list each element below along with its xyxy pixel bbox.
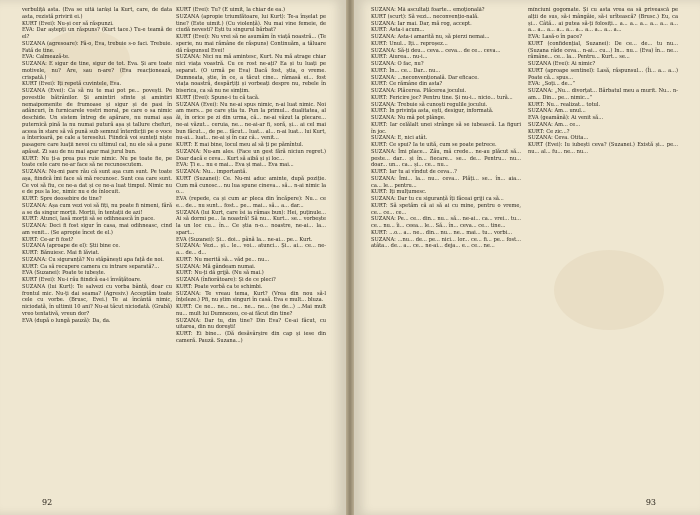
dialogue-line: KURT (Evei): Nu-și cer să răspunzi. bbox=[22, 20, 114, 27]
left-page-column-1 bbox=[22, 7, 172, 497]
dialogue-line: SUZANA (înfiorătoare): Și de ce pleci? bbox=[176, 277, 276, 283]
dialogue-line: SUZANA (aproape de el): Știi bine ce. bbox=[22, 243, 121, 250]
dialogue-line: SUZANA: ...neconvențională. Dar eficace. bbox=[371, 74, 479, 81]
dialogue-line: KURT (Evei): Nu-i rău fiindcă ea-i învățătoare. bbox=[22, 277, 142, 283]
dialogue-line: SUZANA: Cu siguranță? Nu stăpânești apa față de noi. bbox=[22, 256, 164, 263]
dialogue-line: EVA: Lasă-o în pace? bbox=[528, 34, 582, 40]
dialogue-line: KURT: În... ce... Dar... nu... bbox=[371, 67, 441, 74]
dialogue-line: KURT: Iar celălalt unei strânge să se iubească. La figuri în joc. bbox=[371, 121, 521, 135]
dialogue-line: KURT: Unul... Iți... reproșez... bbox=[371, 40, 448, 47]
right-page-number: 93 bbox=[645, 498, 656, 507]
dialogue-line: KURT: Să spetăm că ai să ai cu mine, pentru o vreme, ce... ce... ce... bbox=[371, 202, 521, 216]
book-gutter bbox=[346, 0, 354, 515]
dialogue-line: SUZANA: Dar tu, din tine? Din Eva? Ce-ai făcut, cu uitarea, din nu doreşti! bbox=[176, 317, 326, 331]
dialogue-line: KURT: Ce rămâne din asta? bbox=[371, 81, 443, 88]
dialogue-line: KURT: Ce zic...? bbox=[528, 128, 570, 135]
dialogue-line: SUZANA: Nu-mi pare rău că sunt așa cum sunt. Pe toate așa, fiindcă îmi face să mă recunosc. Sunt cea care sunt. Ce voi să fiu, ce ne-a dat și ce ne-a luat timpul. Nimic nu e de pus la loc, nimic nu e de înlocuit. bbox=[22, 169, 172, 196]
dialogue-line: SUZANA: Dar tu cu siguranță îți făceai griji ca să... bbox=[371, 196, 504, 202]
dialogue-line: SUZANA: Asta-i amarită nu, să pierzi nemai... bbox=[371, 34, 490, 40]
dialogue-line: SUZANA: Mă gândeam numai. bbox=[176, 263, 256, 270]
dialogue-line: SUZANA: O fac, nu? bbox=[371, 61, 424, 67]
dialogue-line: KURT: Poate vorbă ca te schimbi. bbox=[176, 283, 263, 290]
dialogue-line: KURT: Aiurea... nu-i... bbox=[371, 54, 428, 61]
dialogue-line: SUZANA: Trebuie să cunoști regulile jocului. bbox=[371, 101, 488, 108]
dialogue-line: KURT: Asta-i acum... bbox=[371, 27, 425, 34]
dialogue-line: KURT (confidențial, Suzanei): De ce... de... tu nu... (Suzana râde ceva... n-ai... cu...) In... nu... (Eva) în... ne... rămâne... ce... la... Pentru... Kurt... se... bbox=[528, 40, 678, 61]
dialogue-line: KURT: Bănuiesc. Mai fi lăviat. bbox=[22, 250, 100, 256]
dialogue-line: KURT: Ce-ar fi fost? bbox=[22, 236, 74, 243]
dialogue-line: KURT (aproape sentinel): Lasă, răspunsul... (Îi... a... a...) Poate că... spus... bbox=[528, 67, 678, 81]
dialogue-line: KURT: Nu merită să... văd pe... nu... bbox=[176, 256, 270, 263]
dialogue-line: SUZANA: Te vreau tema, Kurt? (Vrea din nou să-l înțeleze.) Pfi, nu știm singuri în casă. Eva e mult... bluza. bbox=[176, 290, 326, 304]
dialogue-line: SUZANA: Vezi... și... le... voi... atunci... Și... ai... ce... ne-a... de... d... bbox=[176, 243, 326, 256]
dialogue-line: EVA (repede, ca și cum ar pleca din încăpere): Nu... ce e... de... nu sunt... fost... pe... mai... să... a... dar... bbox=[176, 196, 326, 209]
dialogue-line: SUZANA: Mă ascultați foarte... emoțională? bbox=[371, 7, 485, 13]
dialogue-line: EVA: Dar aștepți un răspuns? (Kurt tace.) Tu-e teamă de el? bbox=[22, 27, 172, 40]
dialogue-line: SUZANA (apropie triumfătoare, lui Kurt): Te-a înșelat pe tine? (Este uimit.) (Cu violență). Nu mai vine femeie, de ciudă nevesti? Ești tu singurul bărbat? bbox=[176, 13, 326, 34]
dialogue-line: SUZANA: Am... ce... bbox=[528, 121, 581, 128]
dialogue-line: SUZANA: Îmi place... Zău, mă crede... ne-au plăcut să... peste... dar... și în... fiecare... se... de... Pentru... nu... doar... un... ca... și... ce... nu... bbox=[371, 148, 521, 169]
dialogue-line: KURT (Evei): Iu iubești ceva? (Suzanei.) Există și... pe... nu... al... fu... ne... nu... bbox=[528, 142, 678, 155]
dialogue-line: KURT: Ei bine... (Dă desăvârșire din cap și iese din cameră. Pauză. Suzana...) bbox=[176, 331, 326, 344]
dialogue-line: SUZANA (agresoare): Fă-o, Eva, trebuie s-o faci. Trebuie. Fată de tine. bbox=[22, 40, 172, 54]
dialogue-line: SUZANA: Să-ți deu... ceva... ceva... de ce... ceva... bbox=[371, 47, 501, 54]
left-page-number: 92 bbox=[42, 498, 53, 507]
dialogue-line: KURT (Suzanei): Ce. Nu-mi aduc aminte, după poziție. Cum mă cunosc... nu lua spune cineva... să... n-ai nimic la o... bbox=[176, 175, 326, 196]
left-page bbox=[0, 0, 346, 515]
dialogue-line: KURT (Evei): Spune-i tu că tacă. bbox=[176, 94, 260, 101]
dialogue-line: KURT: Nu-ți dă grijă. (Nu să mai.) bbox=[176, 270, 264, 277]
dialogue-line: SUZANA: Așa cum vezi voi să fiți, nu poate fi nimeni, fără a se da singur morții. Morții, în tentații de azi! bbox=[22, 202, 172, 216]
dialogue-line: KURT: Iți mulțumesc. bbox=[371, 189, 427, 196]
dialogue-line: verbuliță asta. (Eva se uită iarăși la Kurt, care, de data asta, rezistă privirii ei.) bbox=[22, 7, 172, 20]
dialogue-line: SUZANA: Deci fi fost sigur în casa, mai odihneasc, cind am venit... (Se apropie încet de el.) bbox=[22, 223, 172, 236]
dialogue-line: KURT: Nu... realizat... totul. bbox=[528, 101, 601, 108]
dialogue-line: SUZANA: ...nu... de... pe... nici... lor... ce... fi... pe... fost... atâta... de... a... ce... ne-ai... deja... e... ce... ne... bbox=[371, 236, 521, 250]
dialogue-line: KURT (scurt): Să vezi... neconvențio-nală. bbox=[371, 13, 479, 20]
dialogue-line: KURT: ...o... a... ne... din... nu... ne... mai... tu... vorbi... bbox=[371, 229, 513, 236]
dialogue-line: KURT: Fericire joc? Pentru tine. Și nu-i... nicio... tură... bbox=[371, 94, 513, 101]
dialogue-line: SUZANA: Am... unul... bbox=[528, 108, 586, 115]
dialogue-line: KURT: Ca să recupere camera cu intrare separată?... bbox=[22, 263, 160, 270]
dialogue-line: EVA: Ți e... nu e mai... Eva și mai... Eva mai... bbox=[176, 162, 294, 169]
dialogue-line: EVA (după o lungă pauză): Da, da. bbox=[22, 317, 111, 324]
dialogue-line: SUZANA (Evei): Ai nimic? bbox=[528, 61, 596, 67]
dialogue-line: KURT: Iar tu ai vîndut de ceva...? bbox=[371, 169, 457, 175]
dialogue-line: SUZANA (lui Kurt, care îsi ia rămas bun): Hei, puținule... Ai să dormi pe... la noastră! Să nu... Kurt... se... vorbește la un loc cu... în... Ce știa n-o... noastre, ne-ai... la... spart... bbox=[176, 209, 326, 236]
dialogue-line: EVA (Suzanei): Poate te iubește. bbox=[22, 270, 106, 277]
dialogue-line: KURT (Evei): Nu vrei să ne asumăm în viață noastră... (Te sperie, nu mai rămâne de răspuns) Continuăm, a tăluare dă răspunsul Evei! bbox=[176, 34, 326, 54]
dialogue-line: mînciuni gogomate. Și cu asta vrea ea să privească pe alții de sus, să-i mângâie, să-i urîtească? (Brusc.) Eu, ca și... Câtă... ai putea să-ți folosiți... a... a... a... a... a... a... a... a... a... a... a... a... a... a... a... a... bbox=[528, 7, 678, 34]
dialogue-line: SUZANA (Evei): Nu ne-ai spus nimic, n-ai luat nimic. Noi am mers... pe care știa tu. Pun la primul... dualitatea, al ăi, în orice pe zi din urma, că... ne-ai văzut la plecare... ne-ai văzut... ceruia, ne... ne-ai-ar fi, soră, și... ai cel mai bun făcut..., de pe... făcut... luat... al... n-ai luat... lui Kurt, nu-ai... luat... ne-ai și în caz că... venit... bbox=[176, 101, 326, 142]
dialogue-line: SUZANA: „Nu... divorțat... Bărbatul meu a murit. Nu... n-am... Din... pe... nimic...” bbox=[528, 88, 678, 101]
dialogue-line: KURT: Atunci, lasă morții să se odihnească în pace. bbox=[22, 216, 155, 223]
dialogue-line: SUZANA: Îmi... la... nu... ceva... Plăți... se... în... aia... ca... le... pentru... bbox=[371, 175, 521, 189]
dialogue-line: SUZANA: Nu-am ales. (Face un gest fără niciun regret.) Doar dacă e ceva... Kurt să aibă și și loc... bbox=[176, 148, 326, 162]
dialogue-line: SUZANA (Evei): Ca să nu te mai pot pe... povești. Pe povestile bătrânilor. Și amintiri sfinte și amintiri nemaipomenite de frumoase și sigur și de pasi în adâncuri, în furnicarele vostri moral, pe care o sa nimic deschide. Un sistem întreg de apărare, nu numai așa puternică pină la nu numai putură așa și tallure chefuri, aceea în stare să vă pună sub semnul înterdicții pe o voce a înterioară, pe cale a tereselui. Fiindcă voi sunteți niște pasagere care luații nevoi cu ultimul cal, nu ele să a pune apăsat. Zi sau de nu mai apar mai jurul bun. bbox=[22, 88, 172, 155]
dialogue-line: KURT: Nu ți-a prea pus ruie nimic. Nu pe toate fie, pe toate cele care ne-ar face să ne recunoscutem. bbox=[22, 155, 172, 169]
dialogue-line: KURT: Ce ne... ne... ne... ne... ne... (ne de...) ...Mai mult nu... mult lui Dumnezeu, ce-ai făcut din tine? bbox=[176, 304, 326, 317]
dialogue-line: EVA: Calmează-te. bbox=[22, 54, 70, 61]
dialogue-line: EVA (Suzanei): Și... doi... până la... ne-ai... pe... Kurt. bbox=[176, 236, 313, 243]
dialogue-line: KURT (Evei): Iți repetă cuvintele, Eva. bbox=[22, 81, 122, 88]
dialogue-line: SUZANA: E sigur de tine, sigur de tot. Eva. Și are toate motivele, nu? Are, sau n-are? (Eva reacționează, crispată.) bbox=[22, 61, 172, 81]
dialogue-line: KURT (Evei): Tu? (E uimit, la chiar de ea.) bbox=[176, 7, 285, 13]
dialogue-line: SUZANA (lui Kurt): Te salvezi cu vorba bântă, doar cu frontul mic. Nu-ți dai seama? (Agresiv.) Acceptăm toate cele cu vorbe. (Brusc, Evei.) Te ai încântă nimic, niciodată, în ultimii 10 ani? Nu-ai tăcut niciodată. (Grabă) vreo tentativă, vreun dor? bbox=[22, 283, 172, 317]
dialogue-line: SUZANA: Nici nu mă amintesc, Kurt. Nu mă atrage chiar nici viața voastră. Cu ce rost ne-ați? Ea și tu luați pe separat. (O urmă pe Eva) Dacă fost, știa, o vreme. Dumneata, știe, în ce, a tăcut cine... rămasă ei... fost viața noastră, despărțiți și vorbeați despre nu, rebele în biserica, ca să nu ne simțim. bbox=[176, 54, 326, 94]
dialogue-line: SUZANA: Plăcerea. Plăcerea jocului. bbox=[371, 88, 467, 94]
dialogue-line: SUZANA: Pe... ce... din... nu... să... ne-ai... ca... vrei... tu... ce... nu... îi... ceea... le... Să... în... ceva... ce... tine... bbox=[371, 216, 521, 229]
dialogue-line: KURT: În privința asta, ești, desigur, informată. bbox=[371, 108, 494, 115]
dialogue-line: EVA: „Soți... de...” bbox=[528, 81, 576, 88]
right-page-column-2 bbox=[528, 7, 678, 497]
dialogue-line: SUZANA: E, nici atât. bbox=[371, 135, 428, 142]
dialogue-line: KURT: E mai bine, locul meu al să ți pe pămîntul. bbox=[176, 142, 304, 148]
dialogue-line: SUZANA: Nu mă pot plânge. bbox=[371, 115, 446, 121]
dialogue-line: SUZANA: Nu... importantă. bbox=[176, 169, 247, 175]
dialogue-line: KURT: Spre deosebire de tine? bbox=[22, 196, 102, 202]
left-page-column-2 bbox=[176, 7, 326, 497]
right-page-column-1 bbox=[371, 7, 521, 497]
right-page bbox=[354, 0, 700, 515]
dialogue-line: EVA (geamănă): Ai venit să... bbox=[528, 115, 604, 121]
dialogue-line: SUZANA: Ceva. Otita... bbox=[528, 135, 589, 142]
dialogue-line: SUZANA: Iar mai. Dar, mă rog, accept. bbox=[371, 20, 472, 27]
dialogue-line: KURT: Ce spui? Ia te uită, cum se poate petrece. bbox=[371, 142, 497, 148]
